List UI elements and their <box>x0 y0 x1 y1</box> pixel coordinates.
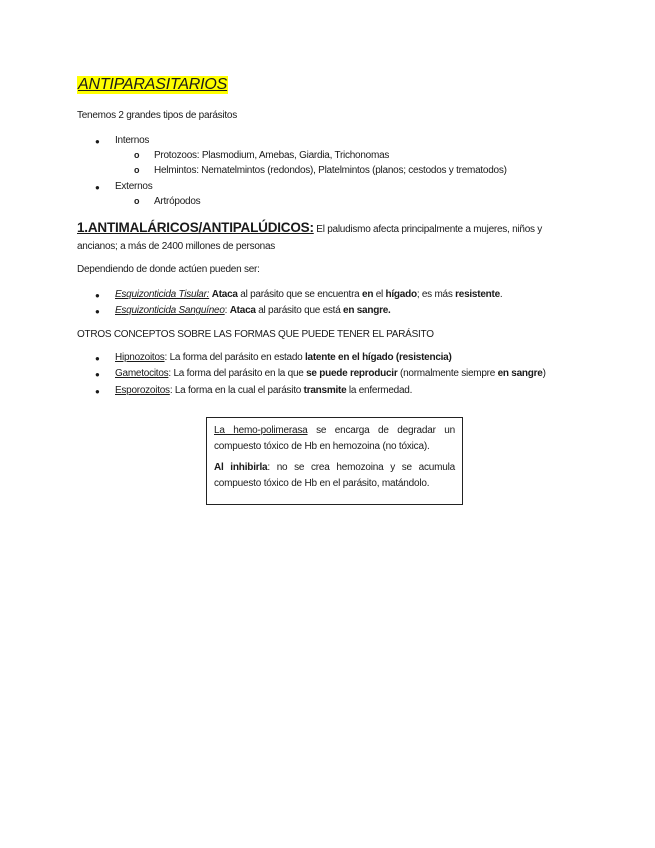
note-box <box>206 417 463 505</box>
sub-bullet-icon: o <box>134 165 140 175</box>
list-item-internos: Internos <box>115 135 150 146</box>
section-text: El paludismo afecta principalmente a mujeres, niños y <box>313 224 543 235</box>
note-paragraph-2: Al inhibirla: no se crea hemozoina y se acumula compuesto tóxico de Hb en el parásito, matándolo. <box>214 462 455 489</box>
list-item-tisular: Esquizonticida Tisular: Ataca al parásito que se encuentra en el hígado; es más resistente. <box>115 289 503 300</box>
list-item-protozoos: Protozoos: Plasmodium, Amebas, Giardia, Trichonomas <box>154 150 390 161</box>
bullet-icon: ● <box>95 370 100 379</box>
bullet-icon: ● <box>95 183 100 192</box>
note-paragraph-1: La hemo-polimerasa se encarga de degradar un compuesto tóxico de Hb en hemozoina (no tóxica). <box>214 425 456 452</box>
list-item-esporozoitos: Esporozoitos: La forma en la cual el parásito transmite la enfermedad. <box>115 385 413 396</box>
sub-bullet-icon: o <box>134 196 140 206</box>
list-item-helmintos: Helmintos: Nematelmintos (redondos), Platelmintos (planos; cestodos y trematodos) <box>154 165 507 176</box>
page-title: ANTIPARASITARIOS <box>78 76 228 93</box>
list-item-hipnozoitos: Hipnozoitos: La forma del parásito en estado latente en el hígado (resistencia) <box>115 352 452 363</box>
bullet-icon: ● <box>95 354 100 363</box>
bullet-icon: ● <box>95 387 100 396</box>
section-heading: 1.ANTIMALÁRICOS/ANTIPALÚDICOS: <box>77 220 314 235</box>
list-item-artropodos: Artrópodos <box>154 196 201 207</box>
bullet-icon: ● <box>95 307 100 316</box>
list-item-sanguineo: Esquizonticida Sanguíneo: Ataca al parásito que está en sangre. <box>115 305 391 316</box>
section-antimalaricos <box>77 220 542 235</box>
bullet-icon: ● <box>95 291 100 300</box>
list-item-gametocitos: Gametocitos: La forma del parásito en la que se puede reproducir (normalmente siempre en sangre) <box>115 368 546 379</box>
sub-bullet-icon: o <box>134 150 140 160</box>
bullet-icon: ● <box>95 137 100 146</box>
section-text-line2: ancianos; a más de 2400 millones de personas <box>77 241 276 252</box>
other-concepts-heading: OTROS CONCEPTOS SOBRE LAS FORMAS QUE PUEDE TENER EL PARÁSITO <box>77 329 434 340</box>
depending-text: Dependiendo de donde actúen pueden ser: <box>77 264 260 275</box>
list-item-externos: Externos <box>115 181 153 192</box>
intro-text: Tenemos 2 grandes tipos de parásitos <box>77 110 237 121</box>
